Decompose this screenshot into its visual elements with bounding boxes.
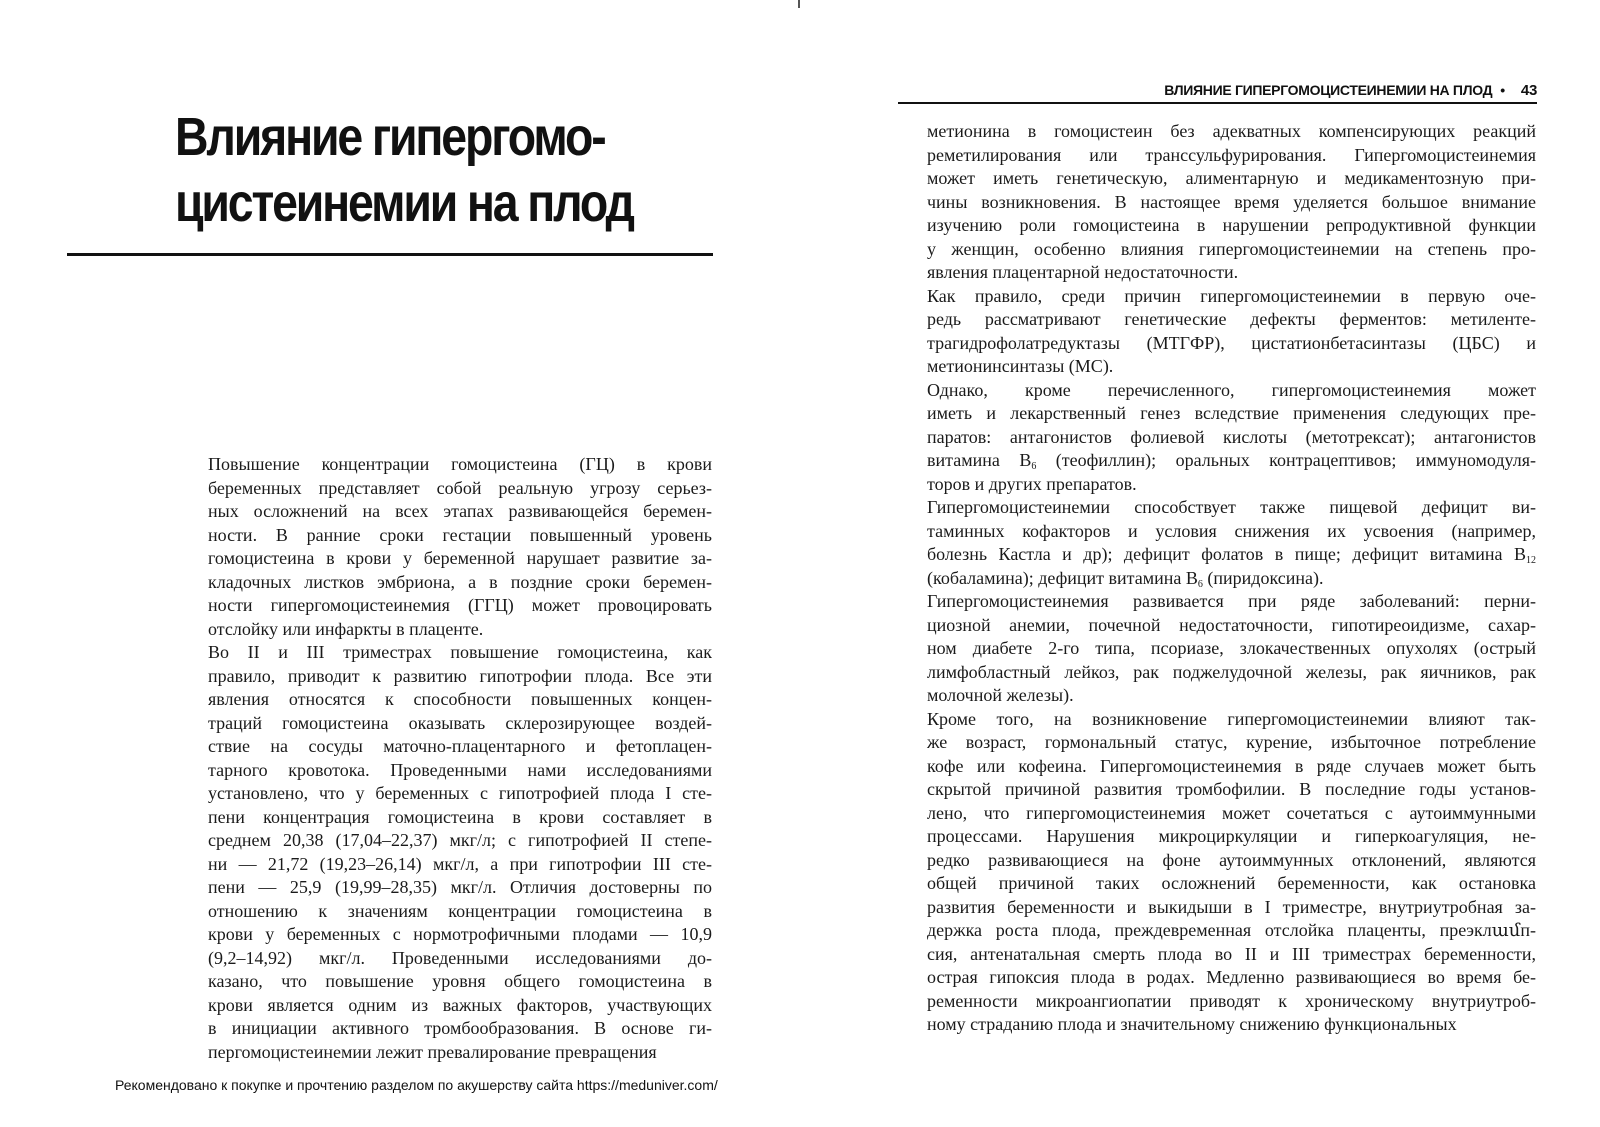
text-line: может иметь генетическую, алиментарную и медикаментозную при- xyxy=(927,168,1536,188)
text-line: лено, что гипергомоцистеинемия может сочетаться с аутоиммунными xyxy=(927,802,1536,823)
text-line: пергомоцистеинемии лежит превалирование превращения xyxy=(208,1041,657,1062)
text-fragment: (теофиллин); оральных контрацептивов; иммуномодуля- xyxy=(1036,450,1536,470)
text-line: изучению роли гомоцистеина в нарушении репродуктивной функции xyxy=(927,215,1536,235)
text-line: ном диабете 2-го типа, псориазе, злокачественных опухолях (острый xyxy=(927,638,1536,658)
text-line: иметь и лекарственный генез вследствие применения следующих пре- xyxy=(927,403,1536,423)
text-line: ному страданию плода и значительному снижению функциональных xyxy=(927,1014,1457,1034)
text-line: редко развивающиеся на фоне аутоиммунных отклонений, являются xyxy=(927,849,1536,870)
right-page xyxy=(800,0,1600,1127)
text-line: ни — 21,72 (19,23–26,14) мкг/л, а при гипотрофии III сте- xyxy=(208,853,712,874)
text-line: держка роста плода, преждевременная отслойка плаценты, преэклամп- xyxy=(927,920,1536,940)
running-header xyxy=(1164,82,1537,99)
paragraph xyxy=(898,496,1536,590)
text-line: (9,2–14,92) мкг/л. Проведенными исследованиями до- xyxy=(208,947,712,968)
text-fragment: (пиридоксина). xyxy=(1202,567,1324,588)
subscript: 6 xyxy=(1197,578,1203,590)
text-line: явления относятся к способности повышенных концен- xyxy=(208,689,712,709)
text-line: лимфобластный лейкоз, рак поджелудочной железы, рак яичников, рак xyxy=(927,661,1536,682)
text-line: гомоцистеина в крови у беременной нарушает развитие за- xyxy=(208,548,712,568)
text-line: в инициации активного тромбообразования. В основе ги- xyxy=(208,1018,712,1038)
footer-note: Рекомендовано к покупке и прочтению разделом по акушерству сайта https://meduniver.com/ xyxy=(115,1077,718,1093)
text-line: же возраст, гормональный статус, курение, избыточное потребление xyxy=(927,732,1536,752)
text-line: пени концентрация гомоцистеина в крови составляет в xyxy=(208,806,712,827)
text-line: сия, антенатальная смерть плода во II и III триместрах беременности, xyxy=(927,943,1536,964)
text-line: таминных кофакторов и условия снижения их усвоения (например, xyxy=(927,520,1536,541)
text-line: чины возникновения. В настоящее время уделяется большое внимание xyxy=(927,191,1536,212)
text-line: метионина в гомоцистеин без адекватных компенсирующих реакций xyxy=(927,121,1536,141)
text-line: траций гомоцистеина оказывать склерозирующее воздей- xyxy=(208,712,712,733)
text-line: пени — 25,9 (19,99–28,35) мкг/л. Отличия достоверны по xyxy=(208,877,712,897)
text-line: скрытой причиной развития тромбофилии. В последние годы установ- xyxy=(927,779,1536,799)
text-line xyxy=(898,543,1536,567)
text-line: Как правило, среди причин гипергомоцистеинемии в первую оче- xyxy=(927,285,1536,306)
text-line: торов и других препаратов. xyxy=(927,473,1137,494)
paragraph xyxy=(898,120,1536,285)
running-header-bullet: • xyxy=(1500,82,1505,98)
text-line xyxy=(898,567,1536,591)
paragraph xyxy=(898,379,1536,497)
text-line: кофе или кофеина. Гипергомоцистеинемия в ряде случаев может быть xyxy=(927,755,1536,776)
chapter-title-rule xyxy=(67,253,713,256)
text-line: правило, приводит к развитию гипотрофии плода. Все эти xyxy=(208,665,712,686)
paragraph xyxy=(898,708,1536,1037)
text-line: отношению к значениям концентрации гомоцистеина в xyxy=(208,900,712,921)
text-line: ременности микроангиопатии приводят к хроническому внутриутроб- xyxy=(927,990,1536,1011)
text-line: установлено, что у беременных с гипотрофией плода I сте- xyxy=(208,783,712,803)
text-line: казано, что повышение уровня общего гомоцистеина в xyxy=(208,971,712,991)
text-line: кладочных листков эмбриона, а в поздние сроки беремен- xyxy=(208,571,712,592)
text-line: тарного кровотока. Проведенными нами исследованиями xyxy=(208,759,712,780)
text-line: Повышение концентрации гомоцистеина (ГЦ) в крови xyxy=(208,454,712,474)
text-line: процессами. Нарушения микроциркуляции и гиперкоагуляция, не- xyxy=(927,826,1536,846)
text-fragment: (кобаламина); дефицит витамина B xyxy=(927,567,1198,588)
left-text-column xyxy=(179,453,712,1064)
text-line: у женщин, особенно влияния гипергомоцистеинемии на степень про- xyxy=(927,238,1536,259)
text-line: молочной железы). xyxy=(927,685,1074,705)
text-line: паратов: антагонистов фолиевой кислоты (метотрексат); антагонистов xyxy=(927,426,1536,447)
text-line: крови является одним из важных факторов, участвующих xyxy=(208,994,712,1015)
text-fragment: болезнь Кастла и др); дефицит фолатов в пище; дефицит витамина B xyxy=(927,544,1526,564)
paragraph xyxy=(179,641,712,1064)
chapter-title-line: Влияние гипергомо- xyxy=(175,107,605,167)
page-number: 43 xyxy=(1520,82,1537,99)
text-line: острая гипоксия плода в родах. Медленно развивающиеся во время бе- xyxy=(927,967,1536,987)
chapter-title-line: цистеинемии на плод xyxy=(175,173,633,233)
text-line: циозной анемии, почечной недостаточности, гипотиреоидизме, сахар- xyxy=(927,614,1536,635)
text-line: Кроме того, на возникновение гипергомоцистеинемии влияют так- xyxy=(927,708,1536,729)
paragraph xyxy=(179,453,712,641)
text-fragment: витамина B xyxy=(927,450,1032,470)
text-line: реметилирования или транссульфурирования. Гипергомоцистеинемия xyxy=(927,144,1536,165)
text-line: Гипергомоцистеинемия развивается при ряде заболеваний: перни- xyxy=(927,591,1536,611)
text-line: явления плацентарной недостаточности. xyxy=(927,262,1239,282)
text-line: ности гипергомоцистеинемия (ГГЦ) может провоцировать xyxy=(208,595,712,615)
text-line: ных осложнений на всех этапах развивающейся беремен- xyxy=(208,501,712,521)
text-line: общей причиной таких осложнений беременности, как остановка xyxy=(927,873,1536,893)
text-line xyxy=(898,449,1536,473)
text-line: редь рассматривают генетические дефекты ферментов: метиленте- xyxy=(927,309,1536,329)
text-line: Во II и III триместрах повышение гомоцистеина, как xyxy=(208,642,712,662)
text-line: ствие на сосуды маточно-плацентарного и фетоплацен- xyxy=(208,736,712,756)
text-line: метионинсинтазы (МС). xyxy=(927,356,1114,376)
text-line: беременных представляет собой реальную угрозу серьез- xyxy=(208,477,712,498)
running-header-title: ВЛИЯНИЕ ГИПЕРГОМОЦИСТЕИНЕМИИ НА ПЛОД xyxy=(1164,82,1493,98)
paragraph xyxy=(898,590,1536,708)
paragraph xyxy=(898,285,1536,379)
subscript: 6 xyxy=(1031,461,1037,472)
text-line: ности. В ранние сроки гестации повышенный уровень xyxy=(208,524,712,545)
text-line: отслойку или инфаркты в плаценте. xyxy=(208,618,484,639)
subscript: 12 xyxy=(1526,555,1536,566)
running-header-rule xyxy=(898,102,1537,104)
text-line: трагидрофолатредуктазы (МТГФР), цистатионбетасинтазы (ЦБС) и xyxy=(927,332,1536,353)
text-line: развития беременности и выкидыши в I триместре, внутриутробная за- xyxy=(927,896,1536,917)
text-line: Однако, кроме перечисленного, гипергомоцистеинемия может xyxy=(927,379,1536,400)
text-line: Гипергомоцистеинемии способствует также пищевой дефицит ви- xyxy=(927,497,1536,517)
text-line: крови у беременных с нормотрофичными плодами — 10,9 xyxy=(208,924,712,944)
right-text-column xyxy=(898,120,1536,1037)
chapter-title xyxy=(175,104,657,236)
text-line: среднем 20,38 (17,04–22,37) мкг/л; с гипотрофией II степе- xyxy=(208,830,712,850)
